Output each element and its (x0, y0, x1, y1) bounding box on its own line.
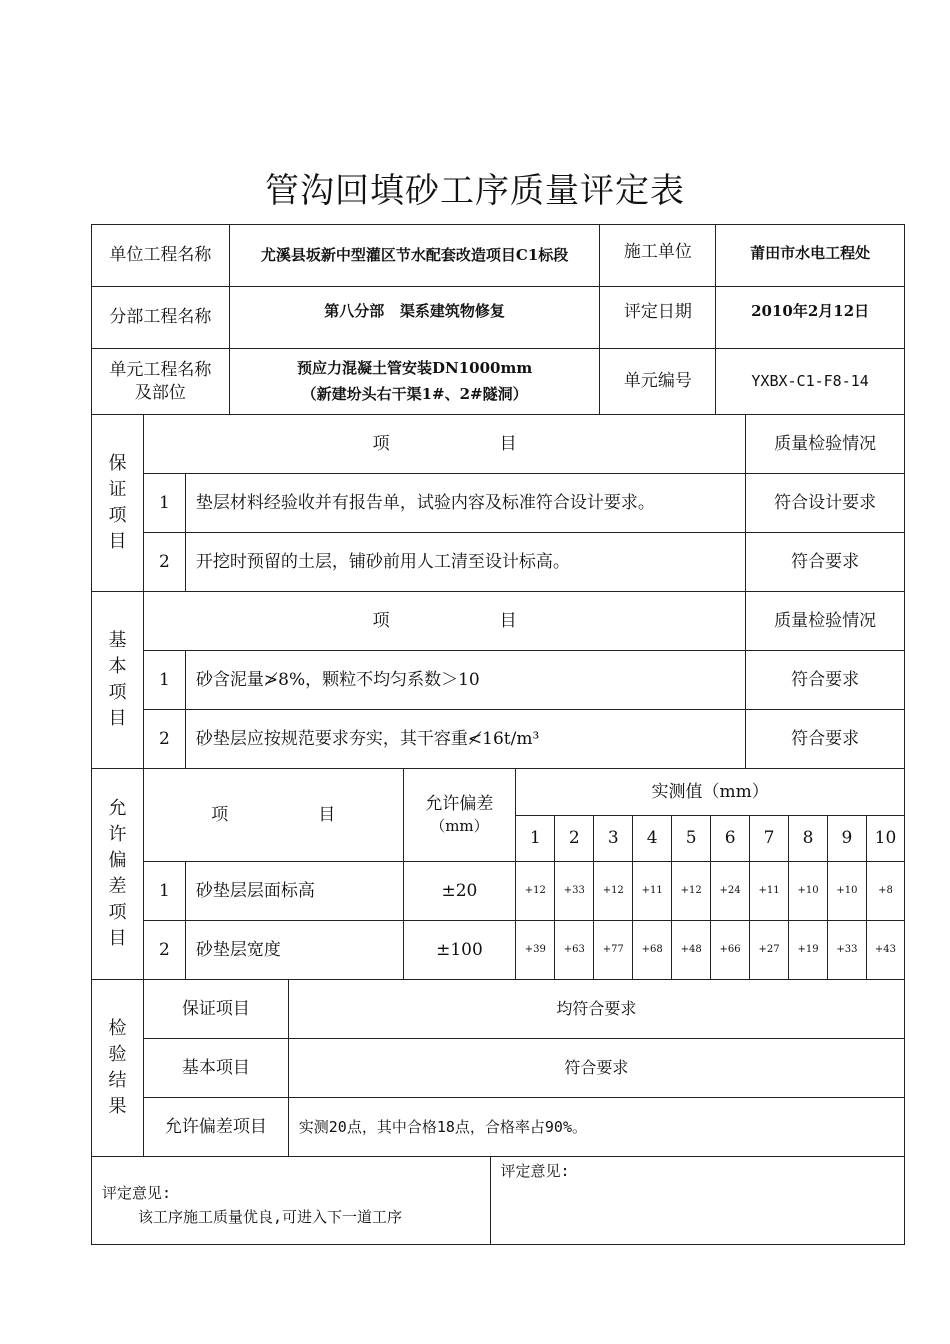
basic-section-label (92, 592, 144, 769)
tolerance-col-allow (403, 769, 516, 862)
guarantee-row-no: 1 (143, 474, 185, 533)
basic-col-quality: 质量检验情况 (746, 592, 905, 651)
measured-value: +12 (672, 862, 711, 921)
basic-col-item-b: 目 (499, 610, 517, 631)
element-label-line-2: 及部位 (134, 382, 186, 403)
inspection-row-label: 保证项目 (143, 980, 288, 1039)
element-label-line-1: 单元工程名称 (109, 359, 212, 380)
measured-value: +66 (711, 921, 750, 980)
measured-value: +48 (672, 921, 711, 980)
element-value (229, 349, 600, 415)
guarantee-row-result: 符合要求 (746, 533, 905, 592)
opinion-right (490, 1157, 904, 1245)
guarantee-row-result: 符合设计要求 (746, 474, 905, 533)
measured-point-header: 4 (633, 816, 672, 862)
sub-project-value: 第八分部 渠系建筑物修复 (229, 287, 600, 349)
inspection-row-value: 均符合要求 (288, 980, 904, 1039)
guarantee-row-no: 2 (143, 533, 185, 592)
basic-row-no: 2 (143, 710, 185, 769)
measured-value: +8 (866, 862, 904, 921)
tolerance-col-item (143, 769, 403, 862)
unit-project-value: 尤溪县坂新中型灌区节水配套改造项目C1标段 (229, 225, 600, 287)
guarantee-row-item: 垫层材料经验收并有报告单，试验内容及标准符合设计要求。 (185, 474, 745, 533)
inspection-row-label: 允许偏差项目 (143, 1098, 288, 1157)
basic-col-item (143, 592, 745, 651)
guarantee-col-item-a: 项 (372, 433, 390, 454)
contractor-value: 莆田市水电工程处 (716, 225, 905, 287)
measured-point-header: 7 (750, 816, 789, 862)
element-value-line-2: （新建坋头右干渠1#、2#隧洞） (301, 384, 528, 403)
contractor-label: 施工单位 (600, 225, 716, 287)
measured-value: +10 (789, 862, 828, 921)
guarantee-section-label (92, 415, 144, 592)
measured-value: +11 (750, 862, 789, 921)
tolerance-row-no: 2 (143, 921, 185, 980)
opinion-left-text: 该工序施工质量优良,可进入下一道工序 (138, 1208, 403, 1227)
inspection-row-label: 基本项目 (143, 1039, 288, 1098)
guarantee-col-quality: 质量检验情况 (746, 415, 905, 474)
tolerance-row-item: 砂垫层层面标高 (185, 862, 403, 921)
guarantee-col-item-b: 目 (499, 433, 517, 454)
element-no-value: YXBX-C1-F8-14 (716, 349, 905, 415)
measured-value: +77 (594, 921, 633, 980)
items-table (91, 414, 905, 769)
element-value-line-1: 预应力混凝土管安装DN1000mm (296, 359, 533, 377)
measured-value: +63 (555, 921, 594, 980)
tolerance-col-allow-line-2: （mm） (430, 817, 489, 836)
guarantee-col-item (143, 415, 745, 474)
tolerance-row-no: 1 (143, 862, 185, 921)
basic-row-result: 符合要求 (746, 651, 905, 710)
tolerance-col-item-b: 目 (318, 804, 336, 825)
basic-label-text: 基本项目 (108, 629, 127, 730)
measured-value: +27 (750, 921, 789, 980)
measured-value: +39 (516, 921, 555, 980)
opinion-left-label: 评定意见: (102, 1184, 172, 1202)
measured-value: +33 (555, 862, 594, 921)
guarantee-row-item: 开挖时预留的土层，铺砂前用人工清至设计标高。 (185, 533, 745, 592)
tolerance-table (91, 768, 905, 980)
measured-point-header: 10 (866, 816, 904, 862)
opinion-right-label: 评定意见: (500, 1162, 570, 1180)
eval-date-value: 2010年2月12日 (716, 287, 905, 349)
basic-row-no: 1 (143, 651, 185, 710)
tolerance-row-allow: ±100 (403, 921, 516, 980)
tolerance-col-measured: 实测值（mm） (516, 769, 905, 816)
element-no-label: 单元编号 (600, 349, 716, 415)
basic-row-item: 砂含泥量≯8%，颗粒不均匀系数＞10 (185, 651, 745, 710)
measured-value: +12 (594, 862, 633, 921)
measured-point-header: 9 (827, 816, 866, 862)
inspection-section-label (92, 980, 144, 1157)
measured-value: +43 (866, 921, 904, 980)
basic-col-item-a: 项 (372, 610, 390, 631)
sub-project-label: 分部工程名称 (92, 287, 230, 349)
inspection-row-value: 符合要求 (288, 1039, 904, 1098)
opinion-table (91, 1156, 905, 1245)
opinion-left (92, 1157, 491, 1245)
measured-point-header: 3 (594, 816, 633, 862)
measured-point-header: 6 (711, 816, 750, 862)
basic-row-result: 符合要求 (746, 710, 905, 769)
measured-point-header: 5 (672, 816, 711, 862)
tolerance-label-text: 允许偏差项目 (108, 797, 127, 950)
guarantee-label-text: 保证项目 (108, 452, 127, 553)
header-table (91, 224, 905, 415)
inspection-label-text: 检验结果 (108, 1017, 127, 1118)
measured-value: +19 (789, 921, 828, 980)
unit-project-label: 单位工程名称 (92, 225, 230, 287)
tolerance-row-item: 砂垫层宽度 (185, 921, 403, 980)
basic-row-item: 砂垫层应按规范要求夯实，其干容重≮16t/m³ (185, 710, 745, 769)
measured-point-header: 1 (516, 816, 555, 862)
measured-point-header: 2 (555, 816, 594, 862)
tolerance-col-item-a: 项 (211, 804, 229, 825)
measured-value: +33 (827, 921, 866, 980)
inspection-table (91, 979, 905, 1157)
tolerance-col-allow-line-1: 允许偏差 (425, 794, 494, 815)
element-label (92, 349, 230, 415)
eval-date-label: 评定日期 (600, 287, 716, 349)
tolerance-section-label (92, 769, 144, 980)
measured-value: +10 (827, 862, 866, 921)
measured-value: +68 (633, 921, 672, 980)
measured-point-header: 8 (789, 816, 828, 862)
measured-value: +11 (633, 862, 672, 921)
inspection-row-value: 实测20点，其中合格18点，合格率占90%。 (288, 1098, 904, 1157)
tolerance-row-allow: ±20 (403, 862, 516, 921)
measured-value: +12 (516, 862, 555, 921)
page-title: 管沟回填砂工序质量评定表 (265, 171, 685, 211)
measured-value: +24 (711, 862, 750, 921)
